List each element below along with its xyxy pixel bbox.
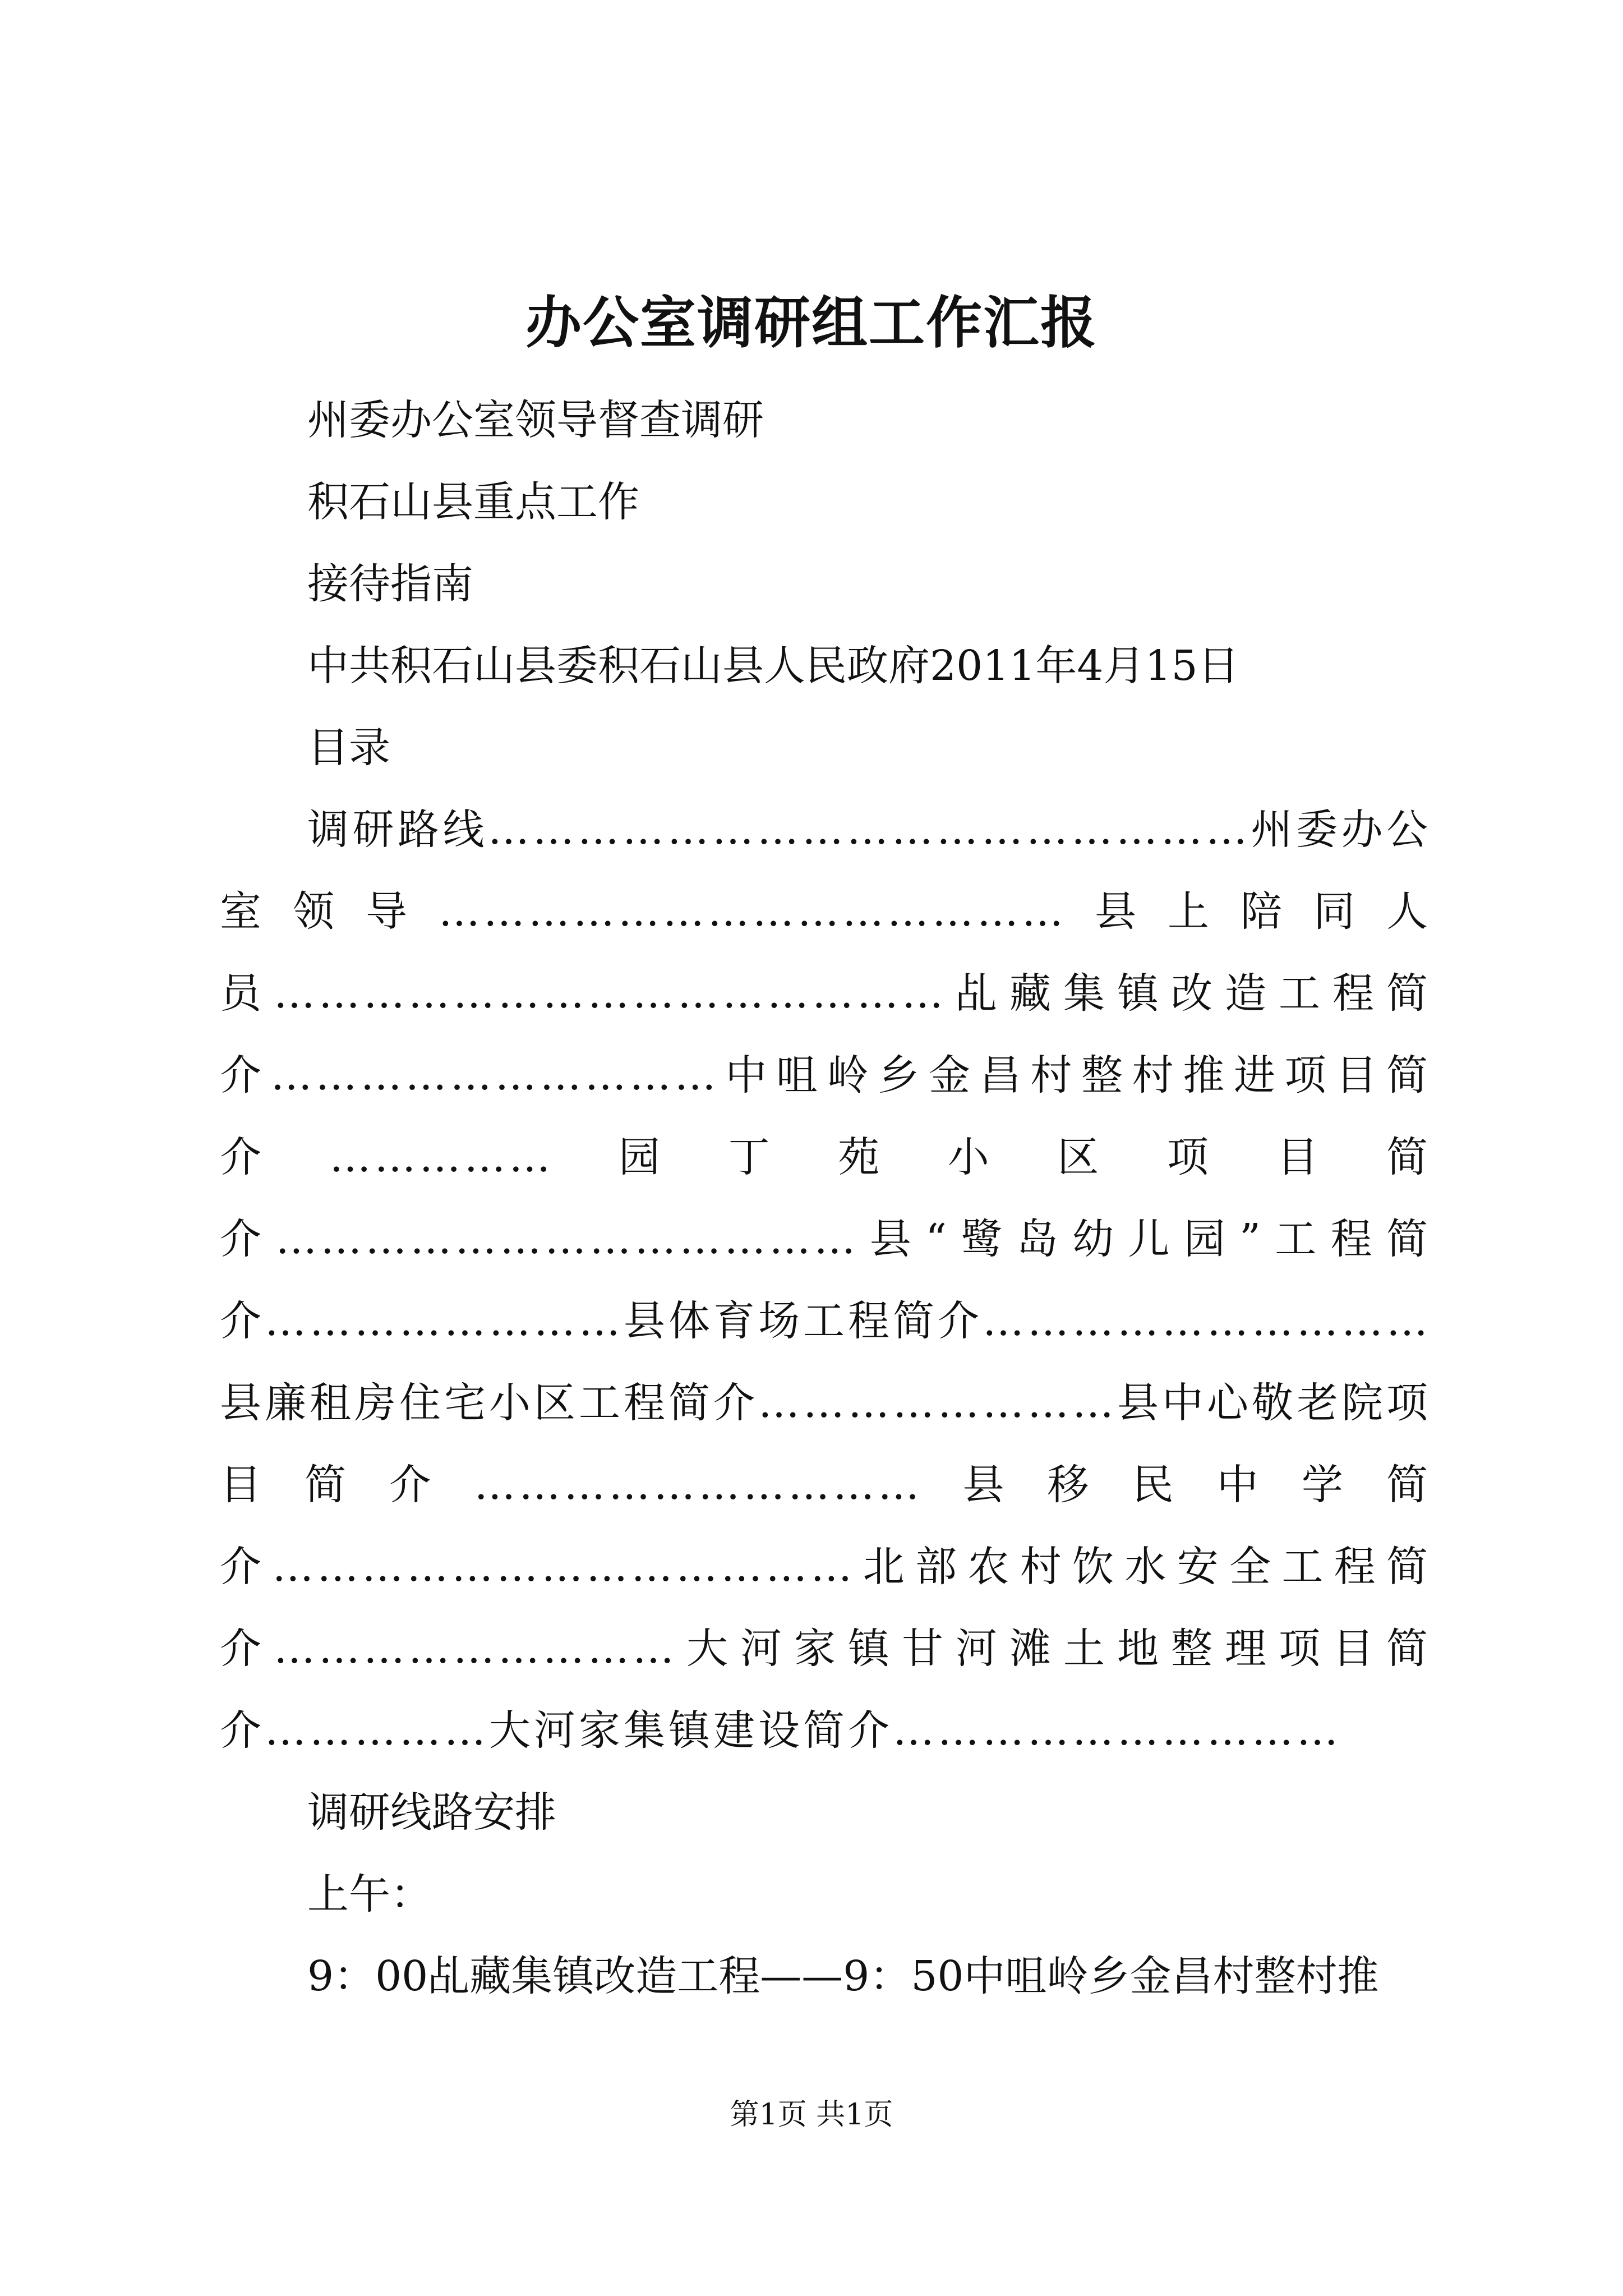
paragraph: 接待指南 bbox=[307, 560, 473, 608]
paragraph: 目录 bbox=[307, 724, 390, 772]
paragraph: 9：00乩藏集镇改造工程——9：50中咀岭乡金昌村整村推 bbox=[307, 1952, 1379, 2000]
paragraph: 上午： bbox=[307, 1870, 432, 1918]
page-title: 办公室调研组工作汇报 bbox=[525, 289, 1098, 356]
paragraph: 中共积石山县委积石山县人民政府2011年4月15日 bbox=[307, 642, 1239, 690]
paragraph: 州委办公室领导督查调研 bbox=[307, 396, 764, 444]
paragraph: 积石山县重点工作 bbox=[307, 478, 639, 526]
document-body bbox=[220, 379, 1431, 2017]
paragraph: 调研线路安排 bbox=[307, 1788, 556, 1837]
table-of-contents: 调研路线……………………………………………州委办公室领导……………………………………县上陪同人员………………………………………乩藏集镇改造工程简介…………………………中咀岭乡金昌村整村推进项目简介……………园丁苑小区项目简介…………………………………县“鹭岛幼儿园”工程简介……………………县体育场工程简介…………………………县廉租房住宅小区工程简介……………………县中心敬老院项目简介…………………………县移民中学简介…………………………………北部农村饮水安全工程简介………………………大河家镇甘河滩土地整理项目简介……………大河家集镇建设简介………………………… bbox=[220, 806, 1431, 1755]
page-footer: 第1页 共1页 bbox=[730, 2098, 893, 2132]
